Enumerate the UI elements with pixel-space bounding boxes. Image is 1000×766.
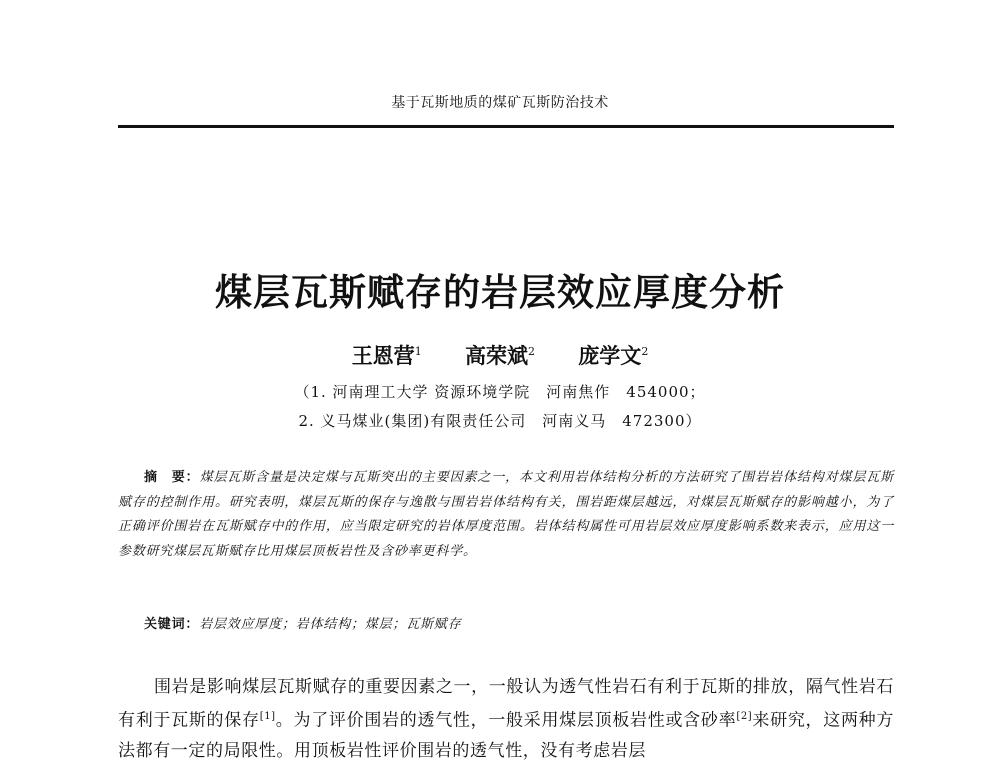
body-text-part: 来研究，这两种方法都有一定的局限性。用顶板岩性评价围岩的透气性，没有考虑岩层 [118, 710, 894, 761]
affiliation-2: 2. 义马煤业(集团)有限责任公司 河南义马 472300） [298, 412, 702, 430]
abstract [118, 466, 894, 564]
body-paragraph [118, 672, 894, 766]
author-name: 王恩营 [351, 343, 415, 368]
keywords [144, 613, 894, 632]
author-2 [465, 343, 535, 368]
affiliation-1: （1. 河南理工大学 资源环境学院 河南焦作 454000； [294, 383, 706, 401]
body-text-part: 。为了评价围岩的透气性，一般采用煤层顶板岩性或含砂率 [275, 710, 737, 731]
keywords-label: 关键词： [144, 617, 200, 632]
author-1 [352, 343, 422, 368]
abstract-text: 煤层瓦斯含量是决定煤与瓦斯突出的主要因素之一，本文利用岩体结构分析的方法研究了围岩岩体结构对煤层瓦斯赋存的控制作用。研究表明，煤层瓦斯的保存与逸散与围岩岩体结构有关，围岩距煤层越远，对煤层瓦斯赋存的影响越小，为了正确评价围岩在瓦斯赋存中的作用，应当限定研究的岩体厚度范围。岩体结构属性可用岩层效应厚度影响系数来表示，应用这一参数研究煤层瓦斯赋存比用煤层顶板岩性及含砂率更科学。 [118, 470, 894, 559]
author-name: 庞学文 [578, 343, 642, 368]
keywords-text: 岩层效应厚度；岩体结构；煤层；瓦斯赋存 [199, 617, 462, 632]
body-text-part: 围岩是影响煤层瓦斯赋存的重要因素之一，一般认为透气性岩石有利于瓦斯的排放，隔气性岩石有利于瓦斯的保存 [118, 677, 894, 731]
author-affiliation-mark: 2 [528, 345, 535, 358]
author-list [0, 340, 1000, 370]
author-affiliation-mark: 2 [641, 345, 649, 358]
author-affiliation-mark: 1 [414, 345, 422, 358]
citation-ref: [1] [259, 711, 276, 722]
article-title: 煤层瓦斯赋存的岩层效应厚度分析 [215, 271, 785, 314]
header-rule [118, 125, 894, 128]
running-header: 基于瓦斯地质的煤矿瓦斯防治技术 [391, 95, 609, 111]
citation-ref: [2] [736, 711, 753, 722]
author-3 [578, 343, 648, 368]
author-name: 高荣斌 [465, 343, 528, 368]
abstract-label: 摘 要： [144, 470, 200, 485]
